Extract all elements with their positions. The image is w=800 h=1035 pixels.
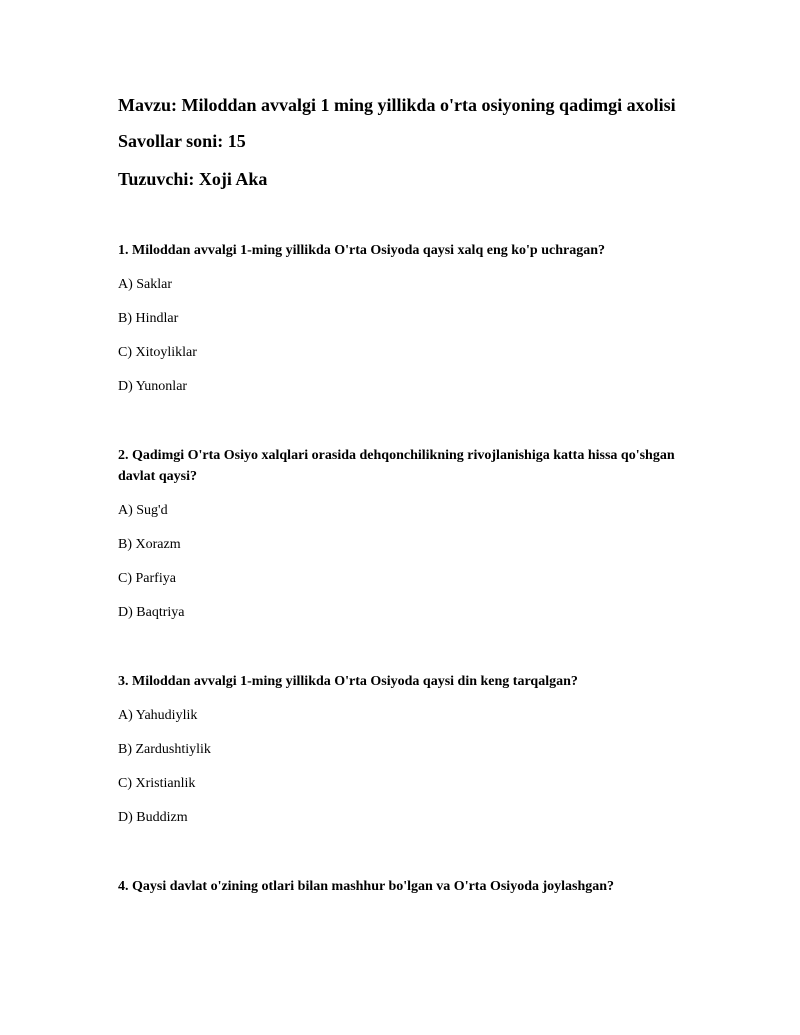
answer-options [118, 500, 690, 623]
topic-heading: Mavzu: Miloddan avvalgi 1 ming yillikda o'rta osiyoning qadimgi axolisi [118, 95, 676, 115]
question-3 [118, 671, 690, 828]
answer-option-b: B) Xorazm [118, 537, 181, 552]
answer-option-d: D) Buddizm [118, 810, 188, 825]
question-text: 2. Qadimgi O'rta Osiyo xalqlari orasida dehqonchilikning rivojlanishiga katta hissa qo'shgan davlat qaysi? [118, 448, 675, 484]
answer-option-c: C) Parfiya [118, 571, 176, 586]
question-2 [118, 445, 690, 623]
answer-options [118, 274, 690, 397]
answer-options [118, 705, 690, 828]
answer-option-b: B) Hindlar [118, 311, 179, 326]
answer-option-b: B) Zardushtiylik [118, 742, 211, 757]
answer-option-a: A) Sug'd [118, 503, 168, 518]
author-heading: Tuzuvchi: Xoji Aka [118, 169, 268, 189]
question-4 [118, 876, 690, 897]
question-text: 1. Miloddan avvalgi 1-ming yillikda O'rta Osiyoda qaysi xalq eng ko'p uchragan? [118, 243, 605, 258]
answer-option-d: D) Yunonlar [118, 379, 188, 394]
question-text: 4. Qaysi davlat o'zining otlari bilan mashhur bo'lgan va O'rta Osiyoda joylashgan? [118, 879, 615, 894]
answer-option-c: C) Xristianlik [118, 776, 196, 791]
document-header [118, 93, 690, 191]
answer-option-d: D) Baqtriya [118, 605, 185, 620]
question-1 [118, 240, 690, 397]
answer-option-a: A) Saklar [118, 277, 173, 292]
question-count-heading: Savollar soni: 15 [118, 131, 246, 151]
answer-option-a: A) Yahudiylik [118, 708, 198, 723]
question-text: 3. Miloddan avvalgi 1-ming yillikda O'rta Osiyoda qaysi din keng tarqalgan? [118, 674, 578, 689]
answer-option-c: C) Xitoyliklar [118, 345, 197, 360]
